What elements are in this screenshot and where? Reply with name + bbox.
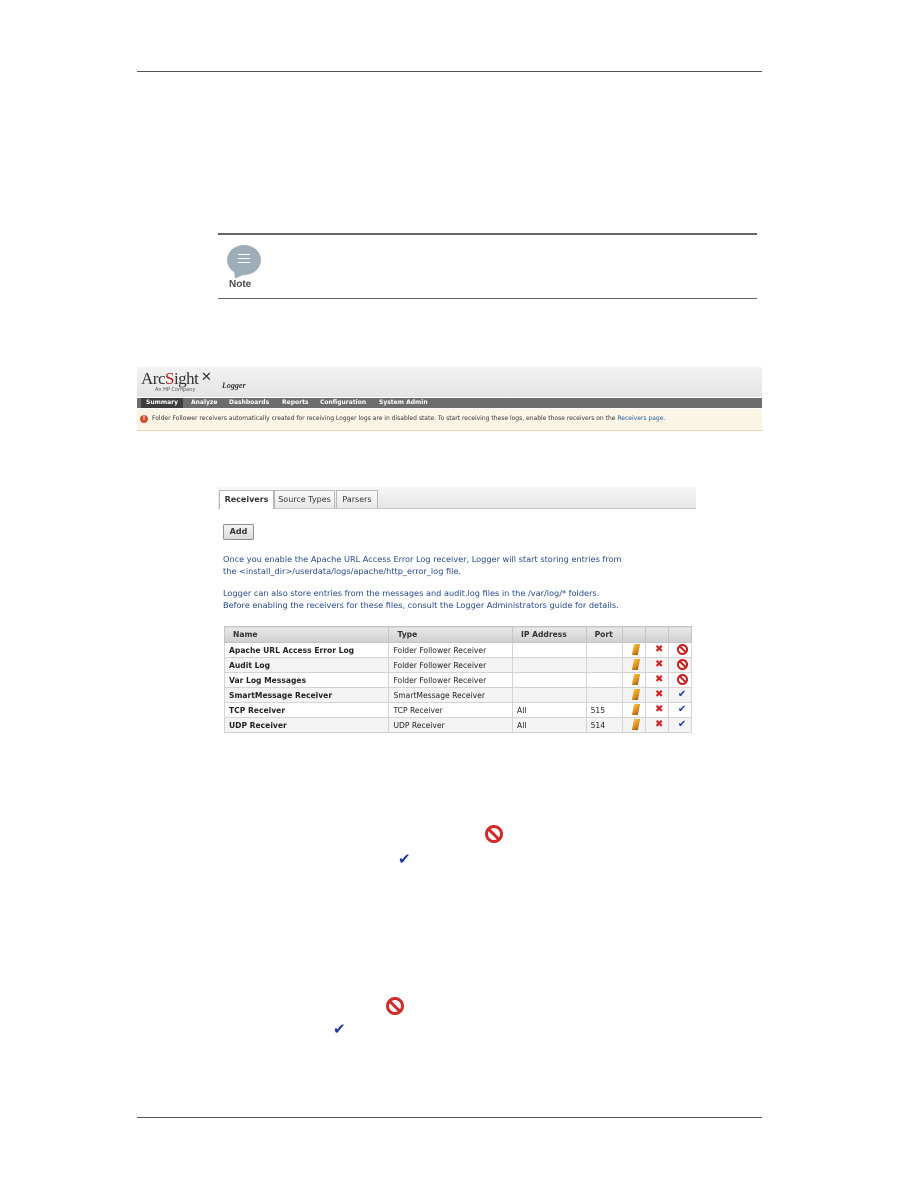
column-header-delete	[646, 627, 669, 643]
receiver-ip: All	[513, 703, 587, 718]
note-bottom-rule	[218, 298, 757, 299]
pencil-icon[interactable]	[632, 644, 640, 655]
delete-x-icon[interactable]: ✖	[654, 719, 664, 730]
enabled-check-icon[interactable]: ✔	[677, 719, 687, 730]
info-apache	[223, 554, 698, 577]
receivers-panel	[218, 487, 696, 737]
state-cell	[669, 673, 692, 688]
receiver-port	[586, 658, 623, 673]
receiver-name-link[interactable]: Apache URL Access Error Log	[225, 643, 389, 658]
receiver-port	[586, 643, 623, 658]
column-header-type[interactable]: Type	[389, 627, 513, 643]
warning-banner	[137, 409, 762, 431]
note-top-rule	[218, 233, 757, 235]
nav-analyze[interactable]: Analyze	[191, 399, 218, 406]
delete-cell	[646, 673, 669, 688]
enabled-check-icon[interactable]: ✔	[677, 704, 687, 715]
delete-cell	[646, 703, 669, 718]
table-row	[225, 673, 692, 688]
tab-source-types[interactable]: Source Types	[274, 490, 335, 508]
table-row	[225, 688, 692, 703]
receiver-ip	[513, 658, 587, 673]
tab-bar	[218, 487, 696, 509]
nav-reports[interactable]: Reports	[282, 399, 309, 406]
arcsight-logo-sub: An HP Company	[155, 387, 196, 393]
nav-system-admin[interactable]: System Admin	[379, 399, 428, 406]
receiver-ip: All	[513, 718, 587, 733]
state-cell	[669, 703, 692, 718]
warning-text	[152, 415, 665, 422]
disabled-icon[interactable]	[677, 644, 688, 655]
pencil-icon[interactable]	[632, 719, 640, 730]
disabled-icon	[386, 997, 404, 1015]
edit-cell	[623, 718, 646, 733]
receiver-name-link[interactable]: Var Log Messages	[225, 673, 389, 688]
arcsight-header	[137, 367, 762, 397]
arcsight-logo: ArcSight	[141, 369, 199, 388]
receiver-name-link[interactable]: TCP Receiver	[225, 703, 389, 718]
info-var-log-line-1: Logger can also store entries from the messages and audit.log files in the /var/log/* folders.	[223, 588, 600, 598]
table-row	[225, 658, 692, 673]
receivers-table	[224, 626, 692, 733]
delete-cell	[646, 643, 669, 658]
note-label: Note	[229, 279, 252, 290]
state-cell	[669, 688, 692, 703]
receiver-port	[586, 688, 623, 703]
info-var-log-line-2: Before enabling the receivers for these files, consult the Logger Administrators guide for details.	[223, 599, 619, 610]
receivers-page-link[interactable]: Receivers page.	[617, 415, 666, 422]
pencil-icon[interactable]	[632, 689, 640, 700]
add-receiver-button[interactable]: Add	[223, 524, 254, 540]
column-header-ip-address[interactable]: IP Address	[513, 627, 587, 643]
disabled-icon[interactable]	[677, 659, 688, 670]
column-header-port[interactable]: Port	[586, 627, 623, 643]
info-var-log	[223, 588, 698, 611]
edit-cell	[623, 673, 646, 688]
receiver-type: UDP Receiver	[389, 718, 513, 733]
state-cell	[669, 643, 692, 658]
info-apache-line-1: Once you enable the Apache URL Access Error Log receiver, Logger will start storing entries from	[223, 554, 622, 564]
header-rule	[137, 71, 762, 72]
receiver-name-link[interactable]: Audit Log	[225, 658, 389, 673]
note-block	[218, 233, 757, 299]
nav-summary[interactable]: Summary	[141, 398, 183, 408]
enabled-check-icon[interactable]: ✔	[677, 689, 687, 700]
column-header-name[interactable]: Name	[225, 627, 389, 643]
receiver-type: Folder Follower Receiver	[389, 658, 513, 673]
nav-configuration[interactable]: Configuration	[320, 399, 367, 406]
delete-cell	[646, 688, 669, 703]
main-nav	[137, 398, 762, 408]
delete-cell	[646, 658, 669, 673]
tab-parsers[interactable]: Parsers	[336, 490, 378, 508]
note-icon	[227, 245, 261, 275]
table-row	[225, 718, 692, 733]
edit-cell	[623, 703, 646, 718]
receiver-port: 515	[586, 703, 623, 718]
footer-rule	[137, 1117, 762, 1118]
pencil-icon[interactable]	[632, 674, 640, 685]
delete-x-icon[interactable]: ✖	[654, 644, 664, 655]
arcsight-mark-icon: ✕	[201, 370, 212, 385]
column-header-state	[669, 627, 692, 643]
disabled-icon[interactable]	[677, 674, 688, 685]
receiver-name-link[interactable]: SmartMessage Receiver	[225, 688, 389, 703]
table-row	[225, 703, 692, 718]
product-name: Logger	[222, 381, 246, 390]
receiver-ip	[513, 673, 587, 688]
state-cell	[669, 658, 692, 673]
delete-cell	[646, 718, 669, 733]
pencil-icon[interactable]	[632, 659, 640, 670]
tab-receivers[interactable]: Receivers	[219, 490, 274, 509]
disabled-icon	[485, 825, 503, 843]
edit-cell	[623, 688, 646, 703]
table-row	[225, 643, 692, 658]
arcsight-logger-screenshot	[137, 367, 762, 435]
warning-icon: !	[140, 415, 148, 423]
receiver-port	[586, 673, 623, 688]
receiver-ip	[513, 688, 587, 703]
delete-x-icon[interactable]: ✖	[654, 659, 664, 670]
state-cell	[669, 718, 692, 733]
delete-x-icon[interactable]: ✖	[654, 689, 664, 700]
edit-cell	[623, 658, 646, 673]
receiver-name-link[interactable]: UDP Receiver	[225, 718, 389, 733]
receiver-type: Folder Follower Receiver	[389, 673, 513, 688]
receiver-ip	[513, 643, 587, 658]
receiver-type: Folder Follower Receiver	[389, 643, 513, 658]
table-header-row	[225, 627, 692, 643]
enabled-check-icon: ✔	[398, 850, 411, 868]
receiver-type: SmartMessage Receiver	[389, 688, 513, 703]
receiver-port: 514	[586, 718, 623, 733]
edit-cell	[623, 643, 646, 658]
delete-x-icon[interactable]: ✖	[654, 704, 664, 715]
column-header-edit	[623, 627, 646, 643]
pencil-icon[interactable]	[632, 704, 640, 715]
enabled-check-icon: ✔	[333, 1020, 346, 1038]
receivers-table-body	[225, 643, 692, 733]
warning-message: Folder Follower receivers automatically created for receiving Logger logs are in disabled state. To start receiving these logs, enable those receivers on the	[152, 415, 616, 422]
receiver-type: TCP Receiver	[389, 703, 513, 718]
info-apache-line-2: the <install_dir>/userdata/logs/apache/http_error_log file.	[223, 565, 462, 576]
nav-dashboards[interactable]: Dashboards	[229, 399, 270, 406]
delete-x-icon[interactable]: ✖	[654, 674, 664, 685]
